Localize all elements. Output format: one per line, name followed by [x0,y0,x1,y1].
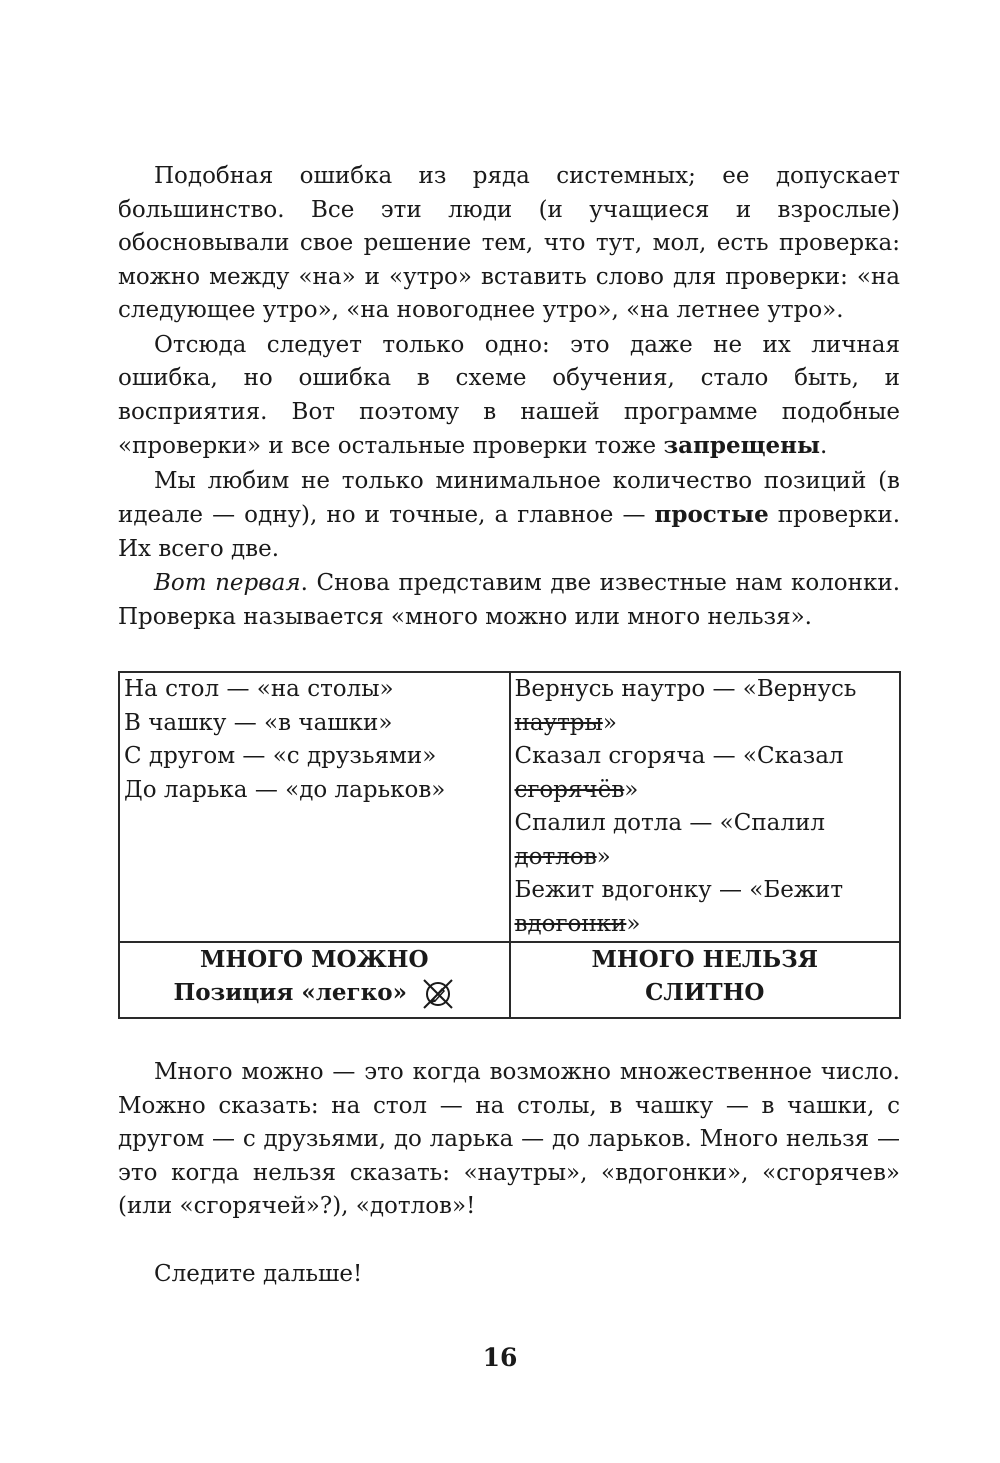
closing-quote: » [596,843,611,870]
left-footer-title: МНОГО МОЖНО [199,946,429,973]
right-example-struck-line [515,841,896,875]
paragraph-5: Много можно — это когда возможно множественное число. Можно сказать: на стол — на столы, в чашку — в чашки, с другом — с друзьями, до ларька — до ларьков. Много нельзя — это когда нельзя сказать: «наутры», «вдогонки», «сгорячев» (или «сгорячей»?), «дотлов»! [118,1059,900,1219]
paragraph-3-end: проверки. Их всего две. [118,502,901,562]
closing-quote: » [626,910,641,937]
paragraph-2-bold: запрещены [663,432,820,459]
right-footer-line-2: СЛИТНО [645,979,765,1006]
left-example-line: До ларька — «до ларьков» [124,776,446,803]
paragraph-4 [118,567,900,634]
paragraph-3-text: Мы любим не только минимальное количество позиций (в идеале — одну), но и точные, а главное — [118,467,900,528]
right-example-lead: Бежит вдогонку — «Бежит [514,877,844,903]
closing-quote: » [602,709,617,736]
right-column-examples [510,672,901,942]
left-example-line: С другом — «с друзьями» [124,743,437,769]
right-footer-line-1: МНОГО НЕЛЬЗЯ [591,946,819,973]
check-table [118,671,901,1019]
left-footer-sub [173,976,455,1011]
paragraph-3 [118,465,900,567]
paragraph-2 [118,329,900,464]
left-footer-sub-text: Позиция «легко» [173,979,407,1006]
right-example-lead: Спалил дотла — «Спалил [514,810,825,836]
paragraph-2-text: Отсюда следует только одно: это даже не их личная ошибка, но ошибка в схеме обучения, стало быть, и восприятия. Вот поэтому в нашей программе подобные «проверки» и все остальные проверки тоже [118,331,900,459]
table-row-examples [119,672,900,942]
crossed-pencil-icon [421,977,455,1011]
closing-quote: » [624,776,639,803]
paragraph-3-bold: простые [654,501,769,528]
right-column-footer [510,942,901,1018]
left-column-footer [119,942,510,1018]
struck-word: дотлов [514,843,597,870]
struck-word: вдогонки [514,910,627,937]
table-row-footer [119,942,900,1018]
paragraph-4-text: . Снова представим две известные нам колонки. Проверка называется «много можно или много нельзя». [118,570,900,630]
left-column-examples [119,672,510,942]
paragraph-4-italic: Вот первая [154,570,301,596]
struck-word: наутры [514,709,603,736]
left-example-line: На стол — «на столы» [124,676,394,702]
paragraph-2-end: . [820,433,828,459]
right-example-struck-line [515,774,896,808]
right-example-lead: Вернусь наутро — «Вернусь [514,676,857,702]
paragraph-6: Следите дальше! [154,1260,363,1287]
struck-word: сгорячёв [514,776,625,803]
left-example-line: В чашку — «в чашки» [124,709,393,736]
page-content [118,160,900,1291]
right-example-struck-line [515,707,896,741]
right-example-struck-line [515,908,896,942]
page-number: 16 [482,1343,518,1372]
paragraph-1: Подобная ошибка из ряда системных; ее допускает большинство. Все эти люди (и учащиеся и взрослые) обосновывали свое решение тем, что тут, мол, есть проверка: можно между «на» и «утро» вставить слово для проверки: «на следующее утро», «на новогоднее утро», «на летнее утро». [118,163,900,323]
right-example-lead: Сказал сгоряча — «Сказал [514,743,844,769]
